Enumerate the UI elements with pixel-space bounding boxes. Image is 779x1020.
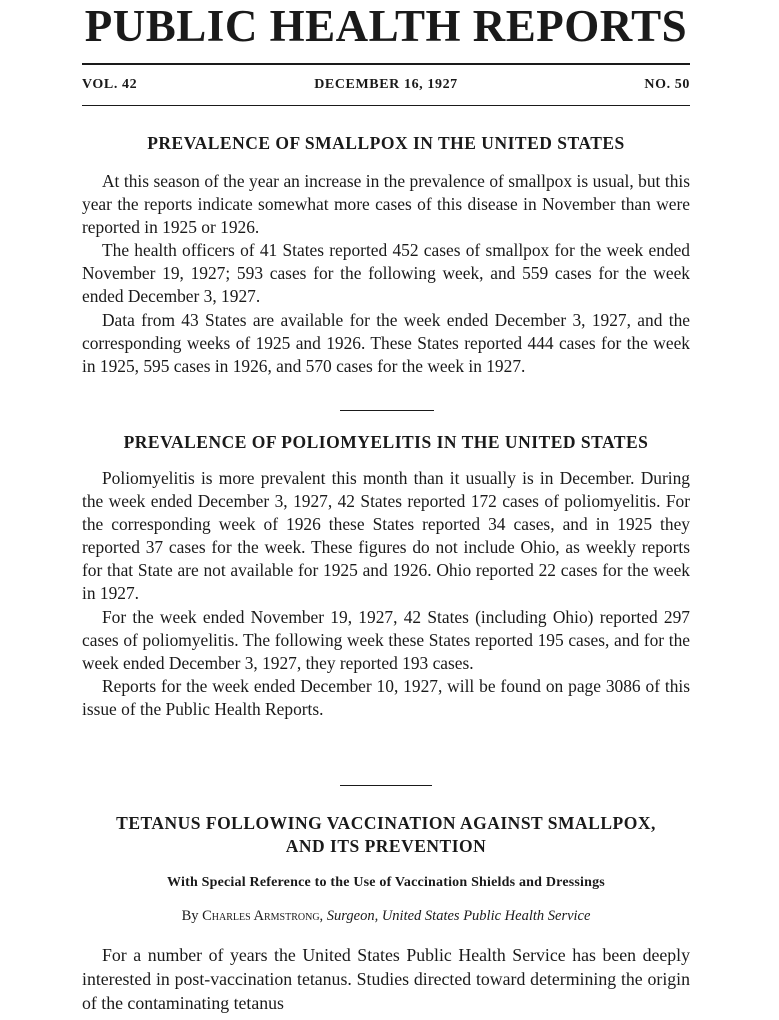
section-divider — [340, 785, 432, 786]
masthead-title: PUBLIC HEALTH REPORTS — [84, 1, 688, 51]
paragraph: Poliomyelitis is more prevalent this month than it usually is in December. During the week ended December 3, 1927, 42 States reported 172 cases of poliomyelitis. For the corresponding week of 1926 these States reported 34 cases, and in 1925 they reported 37 cases for the week. These figures do not include Ohio, as weekly reports for that State are not available for 1925 and 1926. Ohio reported 22 cases for the week in 1927. — [82, 468, 690, 604]
paragraph: For the week ended November 19, 1927, 42 States (including Ohio) reported 297 cases of poliomyelitis. The following week these States reported 195 cases, and for the week ended December 3, 1927, they reported 193 cases. — [82, 606, 690, 673]
byline — [82, 908, 690, 925]
issue-number: NO. 50 — [644, 77, 690, 92]
paragraph: The health officers of 41 States reported 452 cases of smallpox for the week ended November 19, 1927; 593 cases for the following week, and 559 cases for the week ended December 3, 1927. — [82, 240, 690, 307]
paragraph: Reports for the week ended December 10, 1927, will be found on page 3086 of this issue of the Public Health Reports. — [82, 675, 690, 719]
masthead-rule — [82, 63, 690, 65]
section-divider — [340, 410, 434, 411]
byline-prefix: By — [181, 908, 199, 924]
issue-info-line — [82, 77, 690, 97]
paragraph: At this season of the year an increase in the prevalence of smallpox is usual, but this year the reports indicate somewhat more cases of this disease in November than were reported in 1925 or 1926. — [82, 171, 690, 238]
tetanus-body — [82, 943, 690, 1015]
poliomyelitis-body — [82, 467, 690, 721]
smallpox-heading: PREVALENCE OF SMALLPOX IN THE UNITED STATES — [147, 133, 625, 153]
paragraph: For a number of years the United States Public Health Service has been deeply interested in post-vaccination tetanus. Studies directed toward determining the origin of the contaminating tetanus — [82, 945, 690, 1013]
article-subtitle: With Special Reference to the Use of Vaccination Shields and Dressings — [167, 875, 605, 890]
author-title: Surgeon, United States Public Health Service — [326, 908, 591, 924]
tetanus-heading-line2: AND ITS PREVENTION — [285, 836, 487, 856]
tetanus-heading-line1: TETANUS FOLLOWING VACCINATION AGAINST SMALLPOX, — [116, 813, 656, 833]
volume-number: VOL. 42 — [82, 77, 138, 92]
poliomyelitis-heading: PREVALENCE OF POLIOMYELITIS IN THE UNITED STATES — [123, 432, 649, 452]
issue-rule — [82, 105, 690, 106]
author-name: Charles Armstrong, — [202, 908, 324, 924]
smallpox-body — [82, 170, 690, 378]
paragraph: Data from 43 States are available for the week ended December 3, 1927, and the corresponding weeks of 1925 and 1926. These States reported 444 cases for the week in 1925, 595 cases in 1926, and 570 cases for the week in 1927. — [82, 309, 690, 376]
issue-date: DECEMBER 16, 1927 — [314, 77, 458, 92]
